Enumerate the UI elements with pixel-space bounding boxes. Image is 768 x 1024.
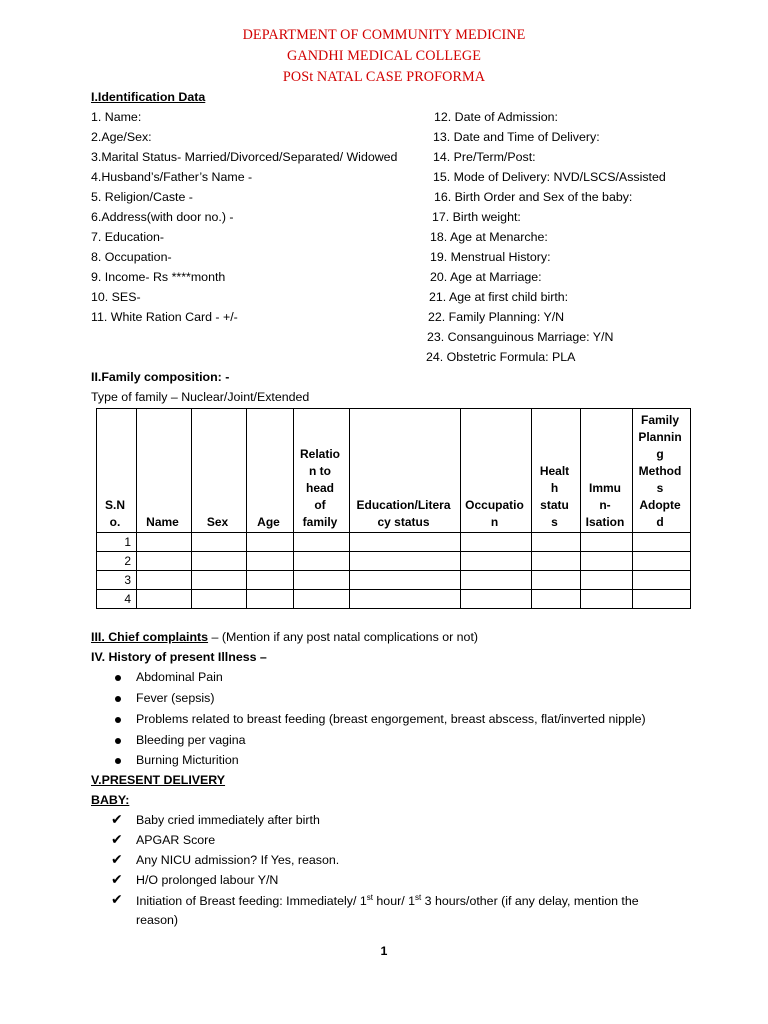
baby-check-item: Baby cried immediately after birth: [136, 813, 320, 827]
id-right-item: 21. Age at first child birth:: [429, 290, 569, 304]
table-cell[interactable]: [461, 552, 532, 571]
table-row: [97, 590, 691, 609]
checkmark-icon: ✔: [111, 871, 123, 887]
id-right-item: 13. Date and Time of Delivery:: [433, 130, 600, 144]
checkmark-icon: ✔: [111, 851, 123, 867]
table-cell[interactable]: [532, 590, 581, 609]
history-item: Abdominal Pain: [136, 670, 223, 684]
id-right-item: 14. Pre/Term/Post:: [433, 150, 536, 164]
checkmark-icon: ✔: [111, 831, 123, 847]
id-left-item: 10. SES-: [91, 290, 141, 304]
table-cell[interactable]: [461, 571, 532, 590]
history-item: Problems related to breast feeding (breast engorgement, breast abscess, flat/inverted nipple): [136, 712, 646, 726]
id-left-item: 4.Husband’s/Father’s Name -: [91, 170, 253, 184]
column-header: Family Plannin g Method s Adopte d: [633, 409, 691, 533]
checkmark-icon: ✔: [111, 891, 123, 907]
id-right-item: 17. Birth weight:: [432, 210, 521, 224]
college-title: GANDHI MEDICAL COLLEGE: [287, 48, 481, 64]
table-cell[interactable]: [581, 590, 633, 609]
baby-check-item: APGAR Score: [136, 833, 216, 847]
table-row: [97, 552, 691, 571]
id-left-item: 7. Education-: [91, 230, 165, 244]
column-header: Occupatio n: [461, 409, 532, 533]
table-cell[interactable]: [137, 571, 192, 590]
id-right-item: 12. Date of Admission:: [434, 110, 558, 124]
bullet-icon: [115, 717, 121, 723]
table-cell[interactable]: [633, 552, 691, 571]
table-cell[interactable]: [581, 571, 633, 590]
page-number: 1: [380, 944, 388, 958]
present-delivery-heading: V.PRESENT DELIVERY: [91, 773, 226, 787]
column-header: Immu n- Isation: [581, 409, 633, 533]
bullet-icon: [115, 696, 121, 702]
id-left-item: 1. Name:: [91, 110, 142, 124]
chief-complaints-note: – (Mention if any post natal complications or not): [208, 630, 479, 644]
id-right-item: 15. Mode of Delivery: NVD/LSCS/Assisted: [433, 170, 666, 184]
row-number: 3: [97, 571, 137, 590]
id-right-item: 23. Consanguinous Marriage: Y/N: [427, 330, 614, 344]
row-number: 1: [97, 533, 137, 552]
id-right-item: 20. Age at Marriage:: [430, 270, 542, 284]
table-cell[interactable]: [532, 571, 581, 590]
id-left-item: 2.Age/Sex:: [91, 130, 152, 144]
table-cell[interactable]: [532, 533, 581, 552]
table-cell[interactable]: [350, 533, 461, 552]
table-cell[interactable]: [192, 590, 247, 609]
proforma-title: POSt NATAL CASE PROFORMA: [282, 69, 486, 85]
id-right-item: 22. Family Planning: Y/N: [428, 310, 565, 324]
baby-check-item: H/O prolonged labour Y/N: [136, 873, 279, 887]
table-cell[interactable]: [350, 571, 461, 590]
identification-heading: I.Identification Data: [91, 90, 206, 104]
id-left-item: 8. Occupation-: [91, 250, 172, 264]
table-row: [97, 533, 691, 552]
table-cell[interactable]: [192, 533, 247, 552]
table-cell[interactable]: [350, 552, 461, 571]
history-heading: IV. History of present Illness –: [91, 650, 267, 664]
table-cell[interactable]: [192, 571, 247, 590]
row-number: 4: [97, 590, 137, 609]
table-cell[interactable]: [633, 571, 691, 590]
family-heading: II.Family composition: -: [91, 370, 230, 384]
id-left-item: 3.Marital Status- Married/Divorced/Separated/ Widowed: [91, 150, 398, 164]
table-cell[interactable]: [581, 533, 633, 552]
id-right-item: 24. Obstetric Formula: PLA: [426, 350, 576, 364]
bullet-icon: [115, 675, 121, 681]
chief-complaints-heading: III. Chief complaints: [91, 630, 209, 644]
id-left-item: 5. Religion/Caste -: [91, 190, 193, 204]
checkmark-icon: ✔: [111, 811, 123, 827]
id-right-item: 19. Menstrual History:: [430, 250, 551, 264]
column-header: Relatio n to head of family: [294, 409, 350, 533]
table-cell[interactable]: [633, 533, 691, 552]
table-cell[interactable]: [137, 590, 192, 609]
table-row: [97, 571, 691, 590]
table-cell[interactable]: [247, 552, 294, 571]
column-header: Sex: [192, 409, 247, 533]
family-type-line: Type of family – Nuclear/Joint/Extended: [91, 390, 310, 404]
table-cell[interactable]: [532, 552, 581, 571]
column-header: Age: [247, 409, 294, 533]
column-header: S.N o.: [97, 409, 137, 533]
table-cell[interactable]: [294, 590, 350, 609]
column-header: Education/Litera cy status: [350, 409, 461, 533]
table-header-row: [97, 409, 691, 533]
breastfeeding-line-continued: reason): [136, 913, 179, 927]
family-table: [96, 408, 691, 609]
table-cell[interactable]: [247, 533, 294, 552]
table-cell[interactable]: [294, 533, 350, 552]
id-right-item: 18. Age at Menarche:: [430, 230, 548, 244]
id-right-item: 16. Birth Order and Sex of the baby:: [434, 190, 633, 204]
id-left-item: 11. White Ration Card - +/-: [91, 310, 238, 324]
id-left-item: 6.Address(with door no.) -: [91, 210, 234, 224]
department-title: DEPARTMENT OF COMMUNITY MEDICINE: [242, 27, 526, 43]
table-cell[interactable]: [294, 552, 350, 571]
history-item: Burning Micturition: [136, 753, 239, 767]
history-item: Bleeding per vagina: [136, 733, 246, 747]
breastfeeding-line: Initiation of Breast feeding: Immediately/ 1st hour/ 1st 3 hours/other (if any delay, mention the: [136, 893, 639, 909]
table-cell[interactable]: [461, 533, 532, 552]
table-cell[interactable]: [294, 571, 350, 590]
column-header: Healt h statu s: [532, 409, 581, 533]
bullet-icon: [115, 738, 121, 744]
table-cell[interactable]: [192, 552, 247, 571]
chief-complaints-line: [91, 630, 478, 644]
table-cell[interactable]: [137, 552, 192, 571]
row-number: 2: [97, 552, 137, 571]
table-cell[interactable]: [247, 571, 294, 590]
baby-heading: BABY:: [91, 793, 130, 807]
table-cell[interactable]: [581, 552, 633, 571]
history-item: Fever (sepsis): [136, 691, 215, 705]
table-cell[interactable]: [350, 590, 461, 609]
table-cell[interactable]: [461, 590, 532, 609]
baby-check-item: Any NICU admission? If Yes, reason.: [136, 853, 340, 867]
bullet-icon: [115, 758, 121, 764]
column-header: Name: [137, 409, 192, 533]
table-cell[interactable]: [137, 533, 192, 552]
id-left-item: 9. Income- Rs ****month: [91, 270, 226, 284]
table-cell[interactable]: [633, 590, 691, 609]
table-cell[interactable]: [247, 590, 294, 609]
